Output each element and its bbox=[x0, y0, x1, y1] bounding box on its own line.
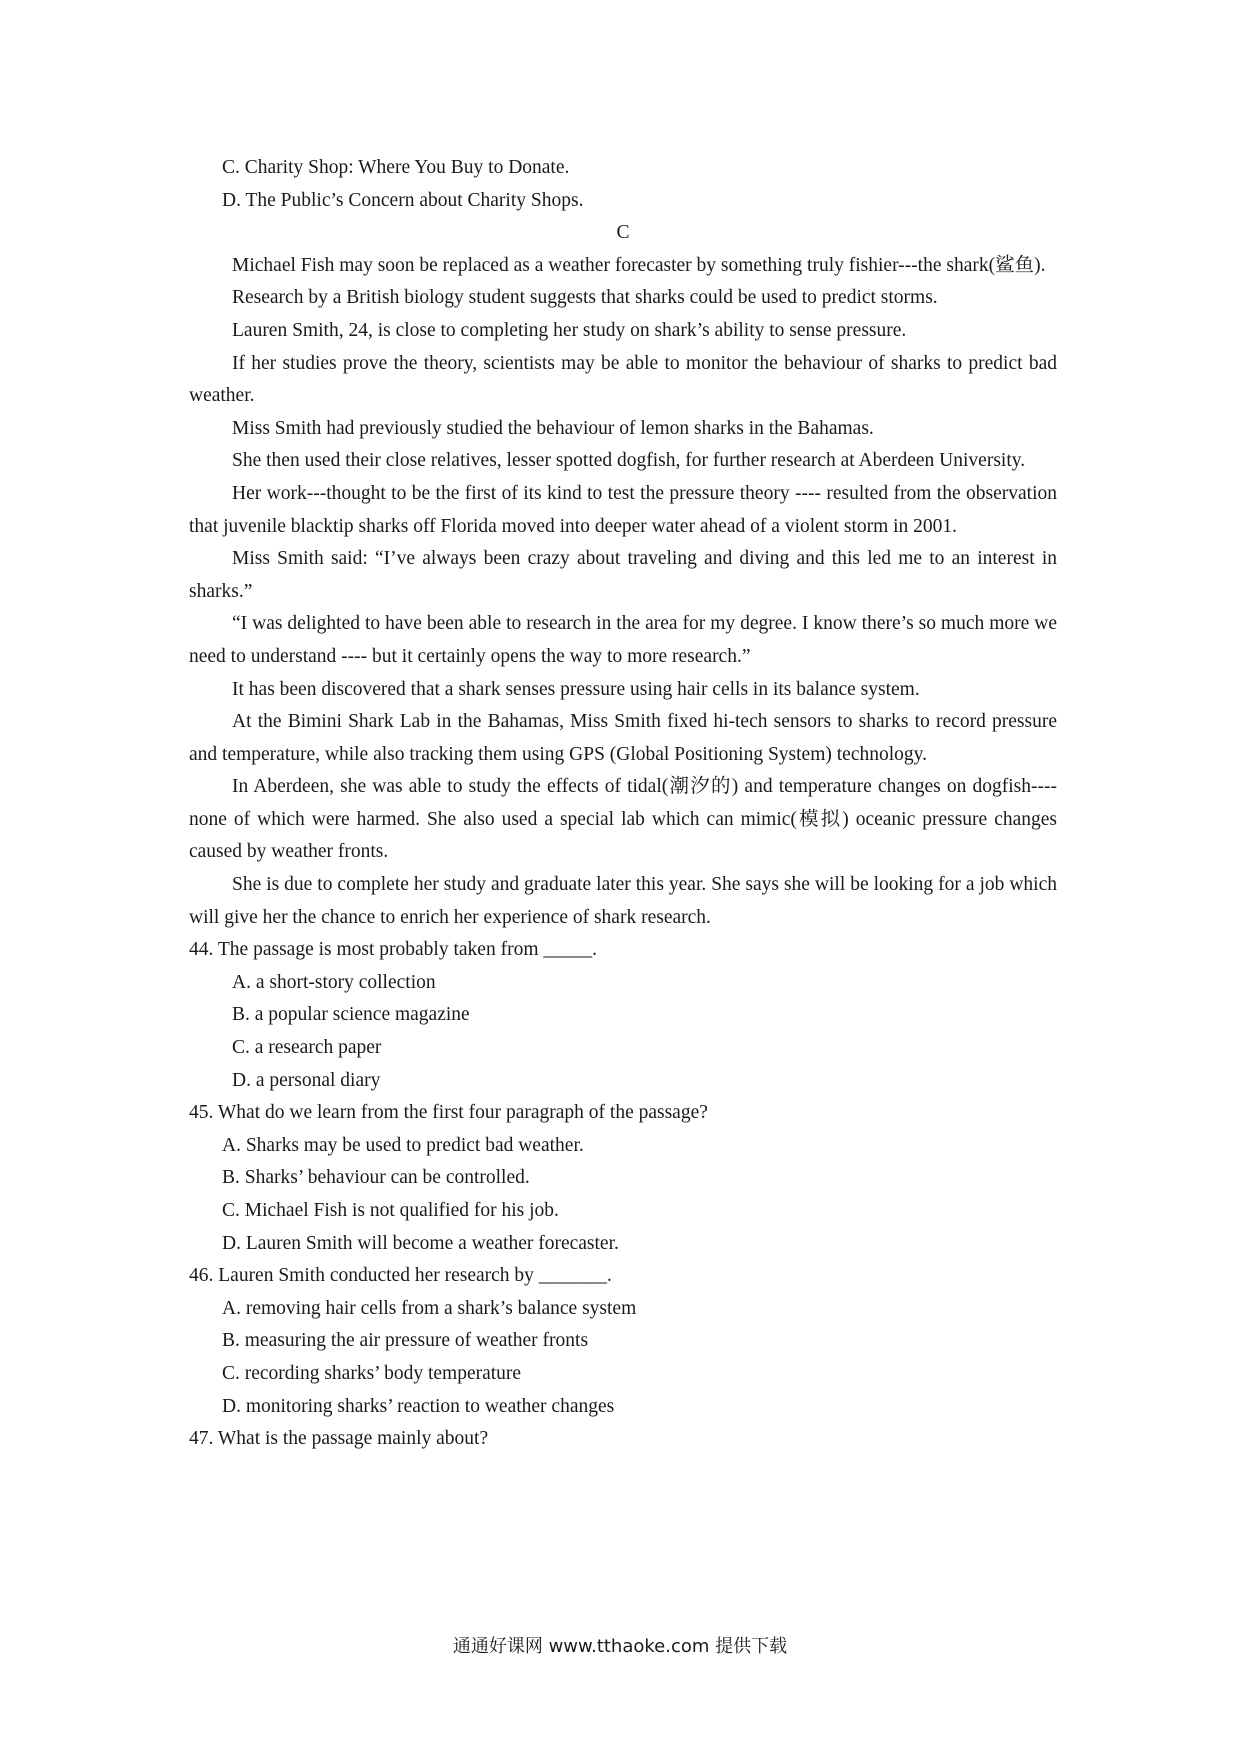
answer-option-d: D. Lauren Smith will become a weather forecaster. bbox=[222, 1232, 619, 1254]
paragraph: She is due to complete her study and graduate later this year. She says she will be looking for a job which will give her the chance to enrich her experience of shark research. bbox=[189, 874, 1057, 928]
answer-option-c: C. recording sharks’ body temperature bbox=[222, 1362, 522, 1384]
paragraph: Miss Smith had previously studied the behaviour of lemon sharks in the Bahamas. bbox=[232, 417, 874, 439]
section-label: C bbox=[616, 222, 630, 244]
question-stem: 46. Lauren Smith conducted her research by _______. bbox=[189, 1265, 612, 1287]
paragraph: In Aberdeen, she was able to study the effects of tidal(潮汐的) and temperature changes on dogfish----none of which were harmed. She also used a special lab which can mimic(模拟) oceanic pressure changes caused by weather fronts. bbox=[189, 776, 1057, 863]
paragraph: Her work---thought to be the first of its kind to test the pressure theory ---- resulted from the observation that juvenile blacktip sharks off Florida moved into deeper water ahead of a violent storm in 2001. bbox=[189, 482, 1057, 537]
answer-option-a: A. a short-story collection bbox=[232, 971, 436, 993]
question-46 bbox=[189, 1260, 1057, 1423]
answer-option-b: B. measuring the air pressure of weather fronts bbox=[222, 1330, 589, 1352]
answer-option-d: D. monitoring sharks’ reaction to weather changes bbox=[222, 1395, 615, 1417]
paragraph: It has been discovered that a shark senses pressure using hair cells in its balance system. bbox=[232, 678, 920, 700]
paragraph: “I was delighted to have been able to research in the area for my degree. I know there’s so much more we need to understand ---- but it certainly opens the way to more research.” bbox=[189, 613, 1057, 667]
question-44 bbox=[189, 934, 1057, 1097]
prev-option-c: C. Charity Shop: Where You Buy to Donate. bbox=[222, 157, 570, 178]
answer-option-a: A. Sharks may be used to predict bad weather. bbox=[222, 1134, 584, 1156]
question-47 bbox=[189, 1423, 1057, 1456]
paragraph: Lauren Smith, 24, is close to completing her study on shark’s ability to sense pressure. bbox=[232, 319, 907, 341]
question-stem: 44. The passage is most probably taken from _____. bbox=[189, 939, 597, 961]
question-stem: 45. What do we learn from the first four paragraph of the passage? bbox=[189, 1102, 708, 1124]
paragraph: Miss Smith said: “I’ve always been crazy about traveling and diving and this led me to an interest in sharks.” bbox=[189, 548, 1057, 602]
answer-option-c: C. Michael Fish is not qualified for his job. bbox=[222, 1200, 559, 1221]
paragraph: Research by a British biology student suggests that sharks could be used to predict storms. bbox=[232, 287, 938, 309]
question-stem: 47. What is the passage mainly about? bbox=[189, 1428, 489, 1450]
answer-option-c: C. a research paper bbox=[232, 1037, 382, 1059]
paragraph: Michael Fish may soon be replaced as a weather forecaster by something truly fishier---the shark(鲨鱼). bbox=[232, 254, 1046, 276]
page-footer: 通通好课网 www.tthaoke.com 提供下载 bbox=[452, 1636, 788, 1657]
paragraph: At the Bimini Shark Lab in the Bahamas, Miss Smith fixed hi-tech sensors to sharks to record pressure and temperature, while also tracking them using GPS (Global Positioning System) technology. bbox=[189, 711, 1057, 765]
answer-option-a: A. removing hair cells from a shark’s balance system bbox=[222, 1297, 637, 1319]
paragraph: She then used their close relatives, lesser spotted dogfish, for further research at Aberdeen University. bbox=[232, 450, 1026, 472]
paragraph: If her studies prove the theory, scientists may be able to monitor the behaviour of sharks to predict bad weather. bbox=[189, 352, 1057, 407]
answer-option-b: B. a popular science magazine bbox=[232, 1004, 470, 1026]
question-45 bbox=[189, 1097, 1057, 1260]
answer-option-b: B. Sharks’ behaviour can be controlled. bbox=[222, 1167, 530, 1189]
answer-option-d: D. a personal diary bbox=[232, 1069, 381, 1091]
prev-option-d: D. The Public’s Concern about Charity Shops. bbox=[222, 189, 584, 211]
page-content bbox=[189, 152, 1057, 1456]
